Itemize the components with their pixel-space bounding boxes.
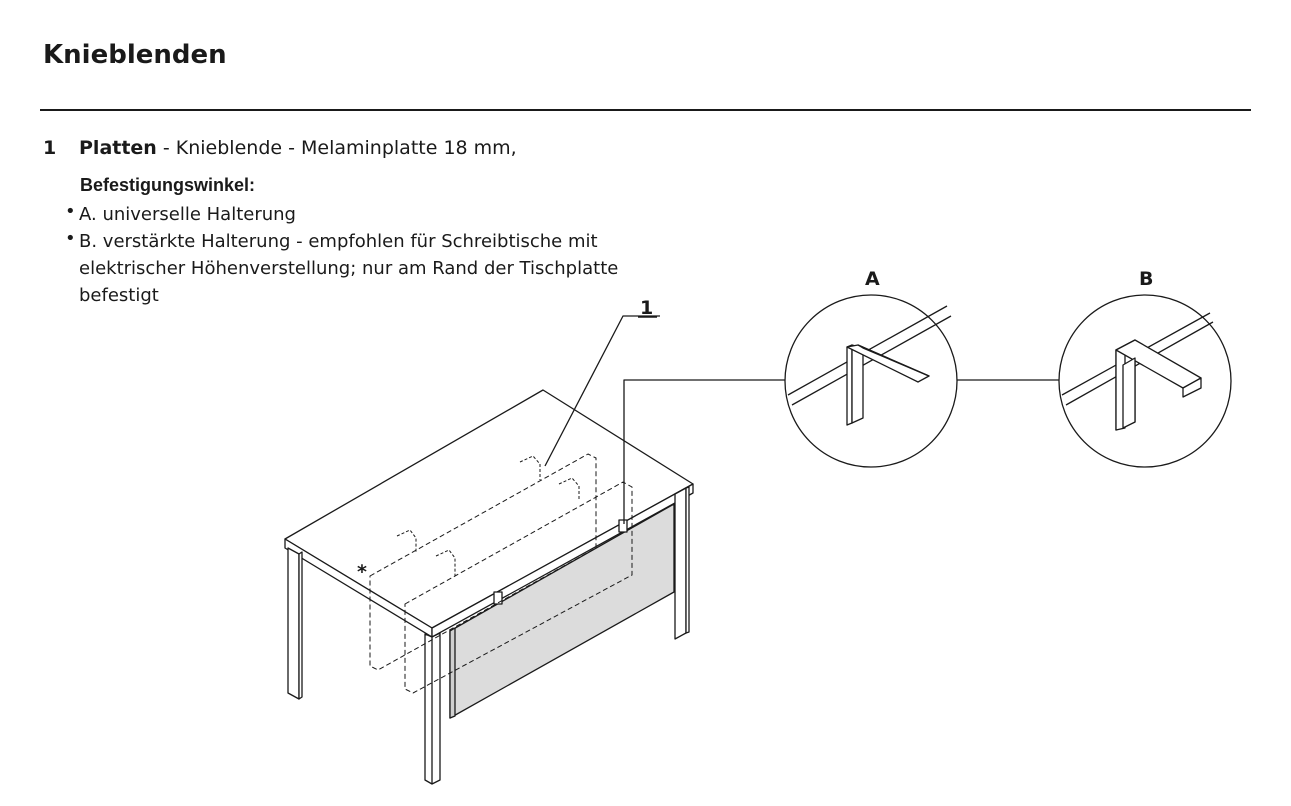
bracket-option-b: B. verstärkte Halterung - empfohlen für Schreibtische mit elektrischer Höhenverstellung; nur am Rand der Tischplatte befestigt: [79, 231, 619, 306]
detail-a-circle: [785, 295, 957, 467]
bullet-icon: •: [65, 201, 76, 222]
panel-bracket-1: [494, 592, 502, 604]
callout-number: 1: [640, 297, 654, 319]
item-number: 1: [43, 137, 57, 159]
mounting-bracket-heading: Befestigungswinkel:: [80, 175, 256, 195]
asterisk-mark: *: [357, 561, 367, 583]
bracket-option-a: A. universelle Halterung: [79, 204, 296, 225]
item-name: Platten: [79, 137, 157, 159]
item-description: - Knieblende - Melaminplatte 18 mm,: [156, 137, 517, 159]
bullet-icon: •: [65, 228, 76, 249]
detail-b-label: B: [1139, 268, 1154, 290]
page-title: Knieblenden: [43, 40, 227, 70]
detail-b-circle: [1059, 295, 1231, 467]
panel-bracket-2: [619, 520, 627, 532]
detail-a-label: A: [865, 268, 880, 290]
